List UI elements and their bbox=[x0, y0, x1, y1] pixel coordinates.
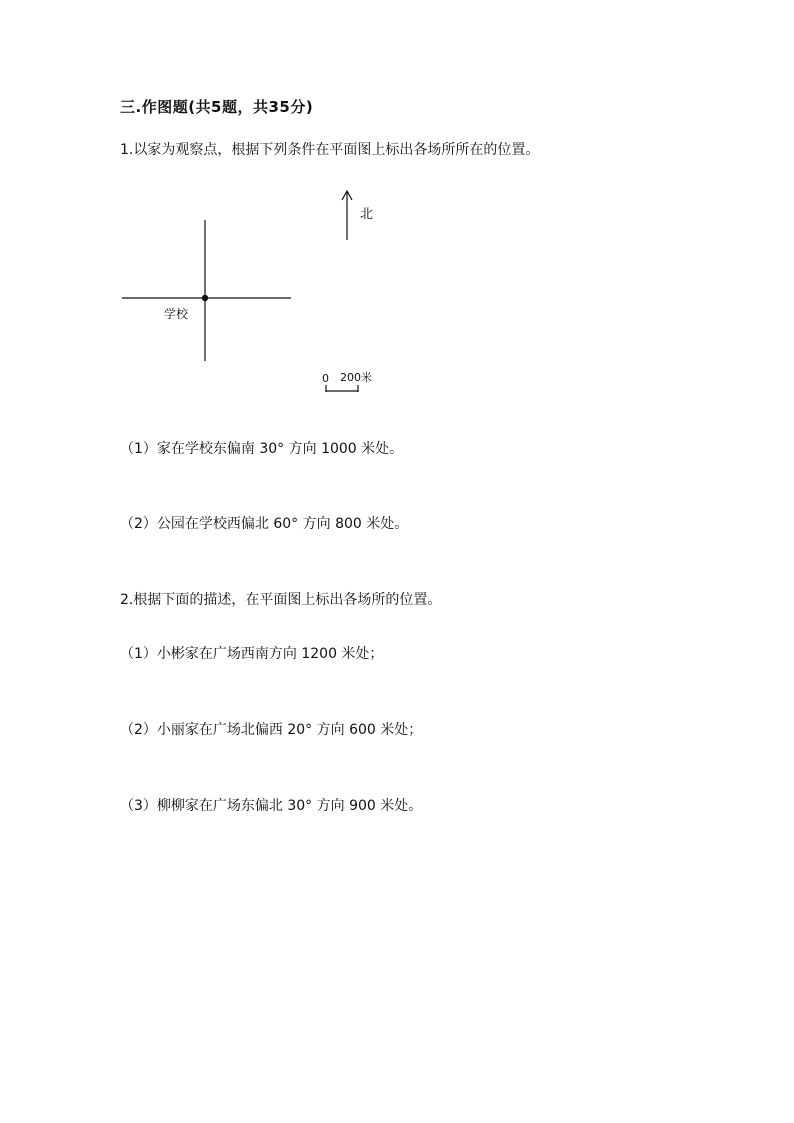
school-label: 学校 bbox=[164, 307, 189, 321]
scale-bar bbox=[326, 385, 358, 392]
school-point bbox=[202, 295, 208, 301]
north-label: 北 bbox=[360, 207, 374, 222]
q1-item-2: （2）公园在学校西偏北 60° 方向 800 米处。 bbox=[120, 516, 409, 532]
location-diagram bbox=[110, 180, 390, 400]
north-arrow-icon bbox=[342, 191, 352, 240]
q2-item-1: （1）小彬家在广场西南方向 1200 米处； bbox=[120, 646, 384, 662]
q2-item-3: （3）柳柳家在广场东偏北 30° 方向 900 米处。 bbox=[120, 798, 423, 814]
q1-item-1: （1）家在学校东偏南 30° 方向 1000 米处。 bbox=[120, 441, 404, 457]
scale-distance-label: 200米 bbox=[340, 371, 372, 384]
question-1-text: 1.以家为观察点，根据下列条件在平面图上标出各场所所在的位置。 bbox=[120, 142, 540, 158]
question-2-text: 2.根据下面的描述，在平面图上标出各场所的位置。 bbox=[120, 592, 442, 608]
section-title: 三.作图题(共5题，共35分) bbox=[120, 98, 314, 116]
q2-item-2: （2）小丽家在广场北偏西 20° 方向 600 米处； bbox=[120, 722, 423, 738]
scale-zero-label: 0 bbox=[322, 372, 329, 385]
